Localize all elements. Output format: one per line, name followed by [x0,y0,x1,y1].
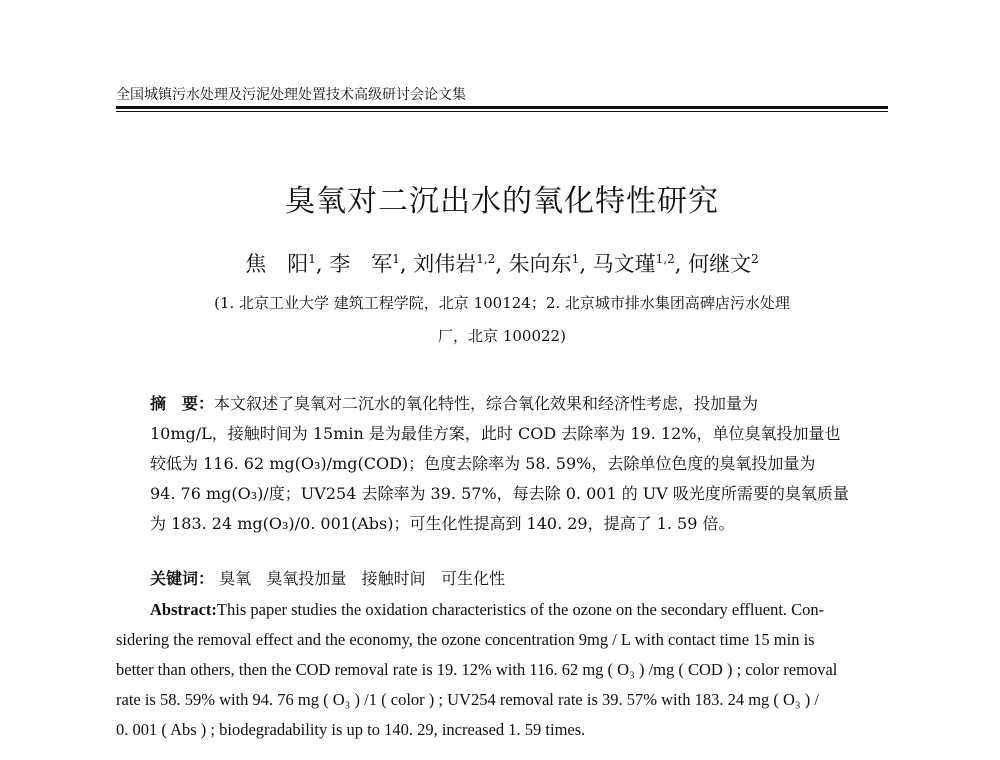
author-name: 何继文 [688,252,752,276]
abstract-cn-label: 摘 要： [150,394,215,413]
keyword: 臭氧 [219,569,252,588]
paper-title: 臭氧对二沉出水的氧化特性研究 [285,184,719,219]
author-name: 朱向东 [508,252,572,276]
keywords-label: 关键词： [150,569,215,588]
author-affiliation-mark: 1,2 [655,252,675,266]
affiliation-line-1: (1. 北京工业大学 建筑工程学院，北京 100124；2. 北京城市排水集团高碑店污水处理 [214,294,790,312]
abstract-en-line: rate is 58. 59% with 94. 76 mg ( O₃ ) /1 ( color ) ; UV254 removal rate is 39. 57% with 183. 24 mg ( O₃ ) / [116,690,820,709]
author-name: 李 军 [329,252,393,276]
author-affiliation-mark: 1 [392,252,400,266]
author-name: 焦 阳 [245,252,309,276]
author-affiliation-mark: 1,2 [476,252,496,266]
header-rule-thick [116,106,888,109]
abstract-cn-line: 本文叙述了臭氧对二沉水的氧化特性，综合氧化效果和经济性考虑，投加量为 [214,394,759,413]
abstract-cn-line: 10mg/L，接触时间为 15min 是为最佳方案，此时 COD 去除率为 19. 12%，单位臭氧投加量也 [150,424,841,443]
abstract-cn [150,389,870,539]
abstract-cn-line: 为 183. 24 mg(O₃)/0. 001(Abs)；可生化性提高到 140. 29，提高了 1. 59 倍。 [150,514,735,533]
author-affiliation-mark: 2 [751,252,759,266]
affiliation-line-2: 厂，北京 100022) [438,327,566,345]
abstract-en-line: 0. 001 ( Abs ) ; biodegradability is up to 140. 29, increased 1. 59 times. [116,720,586,739]
keyword: 接触时间 [361,569,426,588]
author-list: 焦 阳$^1$, 李 军$^1$, 刘伟岩$^{1,2}$, 朱向东$^1$, 马文瑾$^{1,2}$, 何继文$^2$ [245,252,759,276]
keyword: 可生化性 [440,569,505,588]
keyword: 臭氧投加量 [266,569,347,588]
author-name: 马文瑾 [592,252,656,276]
keywords [150,564,870,594]
abstract-en-line: sidering the removal effect and the economy, the ozone concentration 9mg / L with contact time 15 min is [116,630,815,649]
abstract-en-label: Abstract: [150,600,217,619]
abstract-en-line: This paper studies the oxidation characteristics of the ozone on the secondary effluent. Con- [216,600,825,619]
abstract-cn-line: 较低为 116. 62 mg(O₃)/mg(COD)；色度去除率为 58. 59%，去除单位色度的臭氧投加量为 [150,454,816,473]
abstract-cn-line: 94. 76 mg(O₃)/度；UV254 去除率为 39. 57%，每去除 0. 001 的 UV 吸光度所需要的臭氧质量 [150,484,849,503]
author-name: 刘伟岩 [413,252,477,276]
abstract-en-line: better than others, then the COD removal rate is 19. 12% with 116. 62 mg ( O₃ ) /mg ( COD ) ; color removal [116,660,838,679]
running-header: 全国城镇污水处理及污泥处理处置技术高级研讨会论文集 [116,87,466,103]
author-affiliation-mark: 1 [571,252,580,266]
abstract-en [116,595,888,745]
author-affiliation-mark: 1 [308,252,316,266]
header-rule-thin [116,111,888,112]
